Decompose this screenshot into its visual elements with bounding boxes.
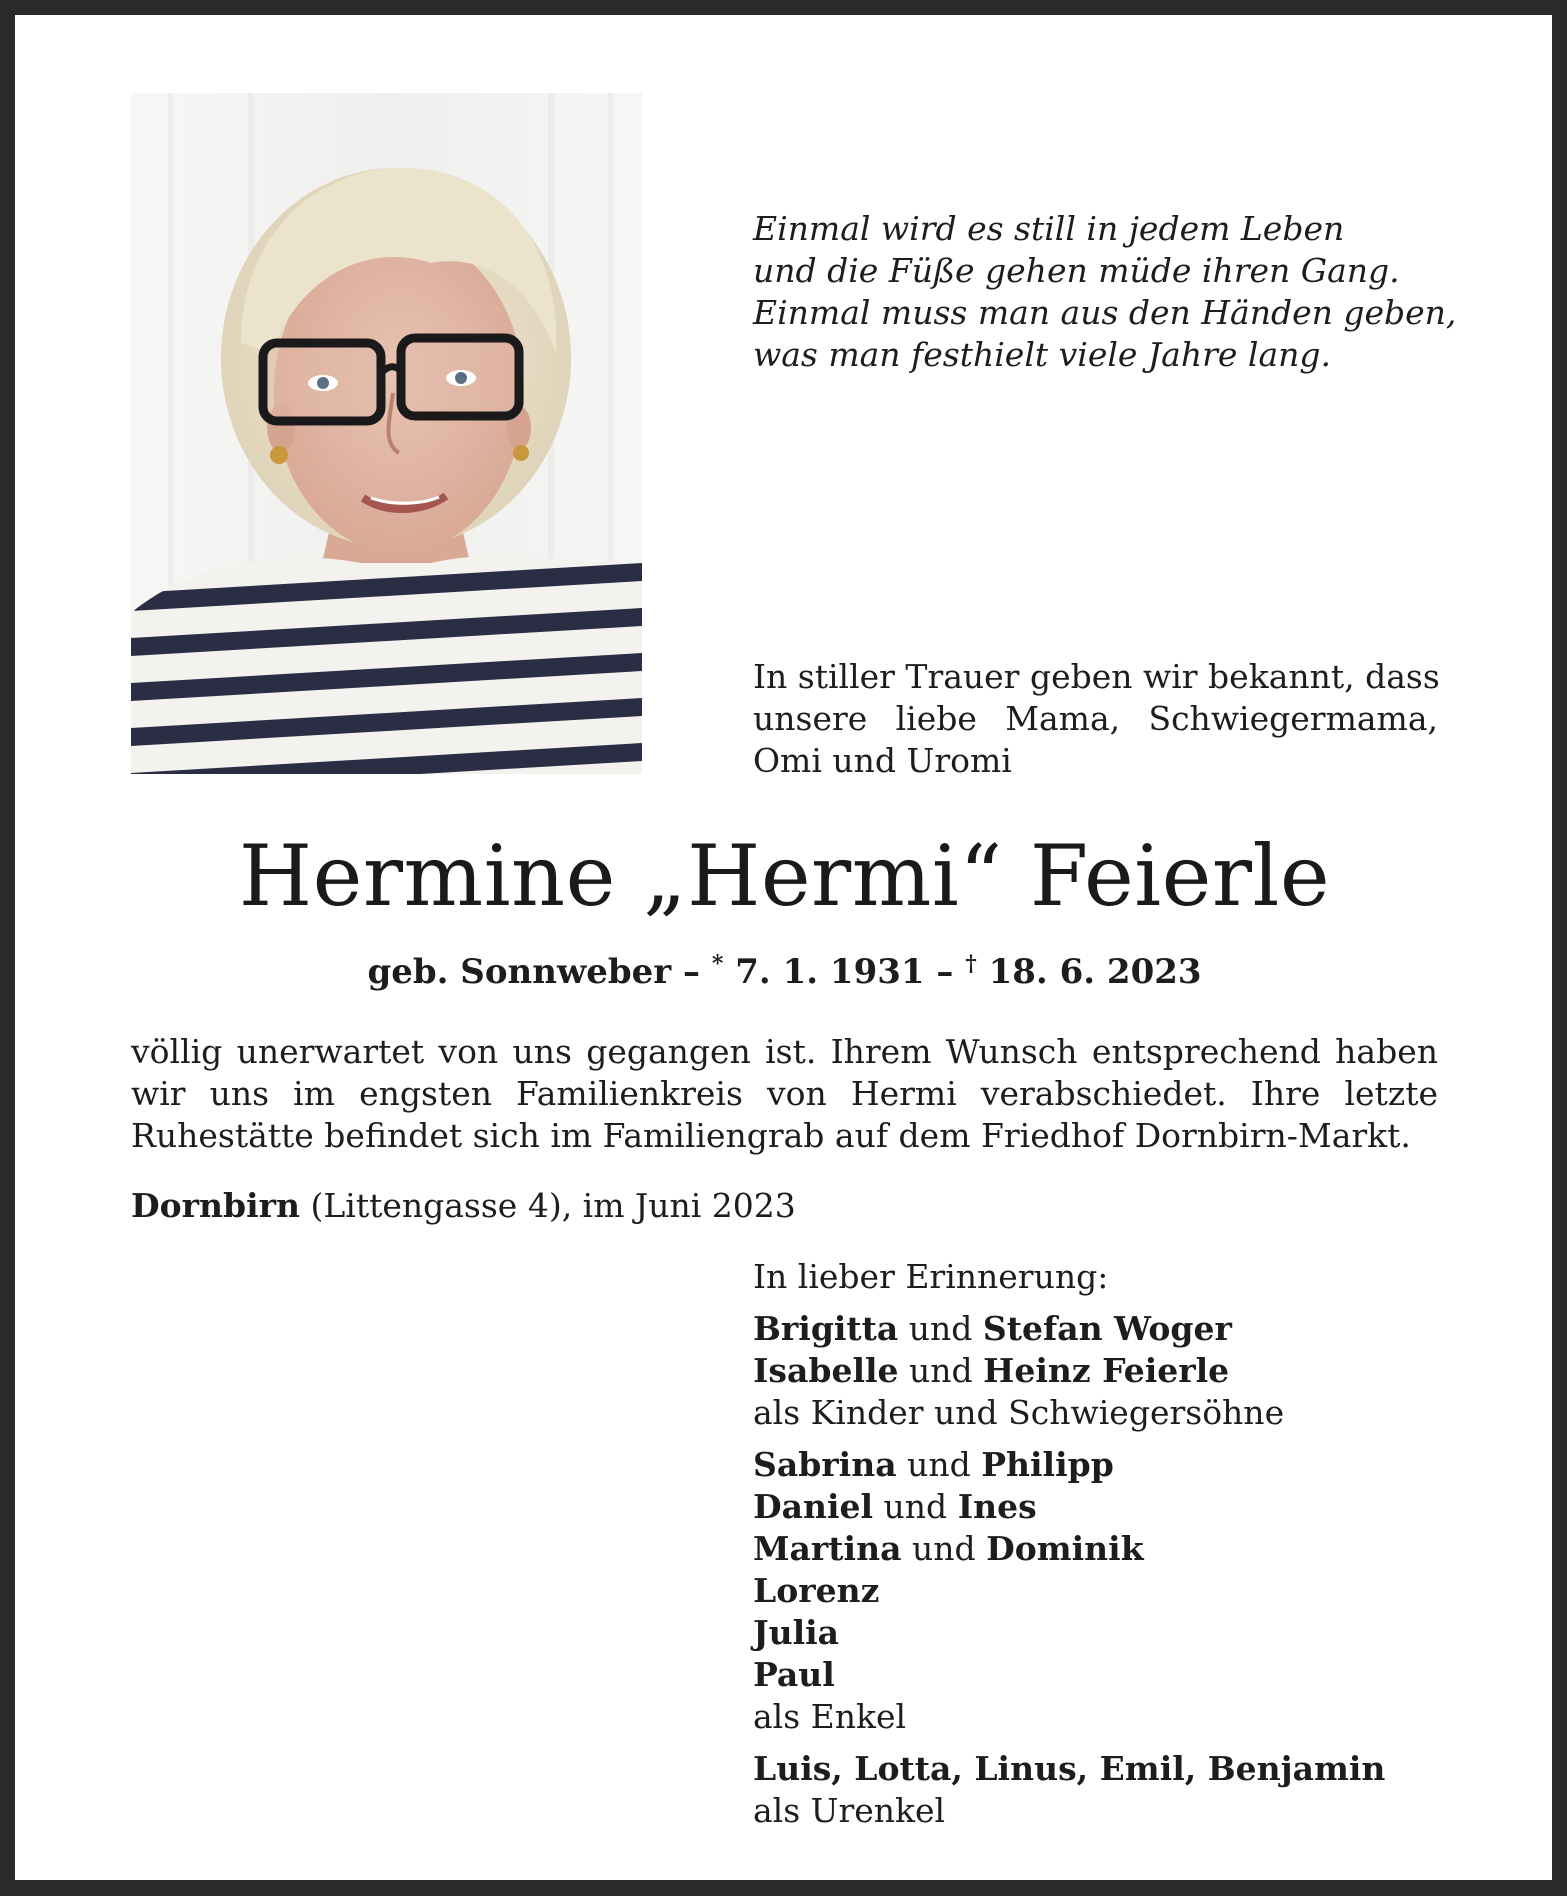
child-name: Brigitta [753, 1309, 899, 1348]
child-name: Isabelle [753, 1351, 899, 1390]
announcement-line: unsere liebe Mama, Schwiegermama, [753, 699, 1438, 738]
announcement-line: In stiller Trauer geben wir bekannt, dass [753, 657, 1440, 696]
child-couple [753, 1308, 1453, 1350]
child-couple [753, 1350, 1453, 1392]
grandchild-name: Martina [753, 1529, 902, 1568]
quote-line: was man festhielt viele Jahre lang. [753, 335, 1331, 374]
quote-line: Einmal wird es still in jedem Leben [753, 209, 1345, 248]
quote-line: Einmal muss man aus den Händen geben, [753, 293, 1457, 332]
grandchild-name: Sabrina [753, 1445, 897, 1484]
great-grandchildren-names: Luis, Lotta, Linus, Emil, Benjamin [753, 1749, 1386, 1788]
body-line: Ruhestätte befindet sich im Familiengrab auf dem Friedhof Dornbirn-Markt. [131, 1116, 1411, 1155]
conjunction: und [896, 1445, 982, 1484]
grandchild-name: Lorenz [753, 1571, 880, 1610]
great-grandchildren [753, 1748, 1453, 1790]
grandchild-entry [753, 1570, 1453, 1612]
grandchild-name: Julia [753, 1613, 840, 1652]
separator: – [924, 952, 966, 992]
conjunction: und [898, 1309, 983, 1348]
signers-intro: In lieber Erinnerung: [753, 1257, 1109, 1296]
birth-name: geb. Sonnweber [367, 952, 672, 992]
grandchild-entry [753, 1612, 1453, 1654]
spouse-name: Heinz Feierle [983, 1351, 1230, 1390]
address-date: (Littengasse 4), im Juni 2023 [300, 1186, 796, 1225]
conjunction: und [898, 1351, 984, 1390]
portrait-illustration [131, 93, 642, 774]
spouse-name: Stefan Woger [982, 1309, 1232, 1348]
grandchild-entry [753, 1654, 1453, 1696]
conjunction: und [873, 1487, 958, 1526]
role-label: als Enkel [753, 1697, 907, 1736]
death-date: 18. 6. 2023 [976, 952, 1202, 992]
body-line: wir uns im engsten Familienkreis von Hermi verabschiedet. Ihre letzte [131, 1074, 1438, 1113]
announcement-line: Omi und Uromi [753, 741, 1012, 780]
grandchild-entry [753, 1486, 1453, 1528]
life-dates [131, 950, 1438, 994]
notice-body [131, 1031, 1438, 1157]
body-line: völlig unerwartet von uns gegangen ist. Ihrem Wunsch entsprechend haben [131, 1032, 1438, 1071]
separator: – [671, 952, 712, 992]
grandchild-entry [753, 1528, 1453, 1570]
grandchild-name: Daniel [753, 1487, 874, 1526]
partner-name: Ines [957, 1487, 1037, 1526]
death-mark: † [965, 951, 977, 977]
memorial-quote [753, 208, 1457, 376]
city: Dornbirn [131, 1186, 300, 1225]
portrait-photo [131, 93, 642, 774]
deceased-name: Hermine „Hermi“ Feierle [238, 827, 1331, 925]
quote-line: und die Füße gehen müde ihren Gang. [753, 251, 1400, 290]
grandchild-entry [753, 1444, 1453, 1486]
birth-mark: * [711, 951, 724, 977]
role-label: als Kinder und Schwiegersöhne [753, 1393, 1285, 1432]
conjunction: und [901, 1529, 987, 1568]
announcement [753, 656, 1438, 782]
partner-name: Philipp [981, 1445, 1114, 1484]
role-label: als Urenkel [753, 1791, 946, 1830]
mourners-list [753, 1256, 1453, 1832]
grandchild-name: Paul [753, 1655, 835, 1694]
birth-date: 7. 1. 1931 [723, 952, 925, 992]
place-date [131, 1185, 796, 1227]
partner-name: Dominik [986, 1529, 1144, 1568]
